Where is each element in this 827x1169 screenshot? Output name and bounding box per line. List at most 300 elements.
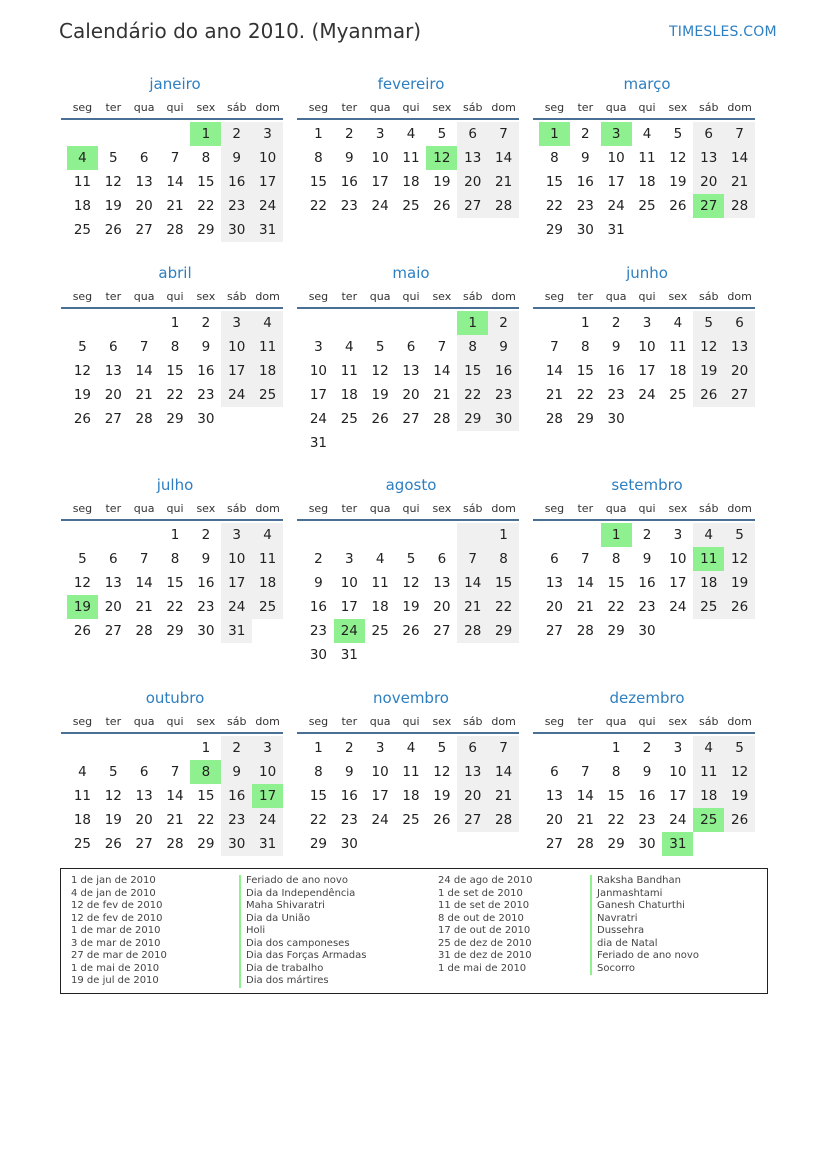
day-cell: 28 (576, 623, 594, 639)
day-cell: 29 (607, 623, 625, 639)
weekday-header (533, 96, 755, 120)
day-cell: 30 (221, 832, 252, 856)
day-cell: 21 (457, 595, 488, 619)
empty-cell (303, 311, 334, 335)
day-grid (61, 309, 283, 431)
day-cell: 27 (104, 411, 122, 427)
day-cell: 28 (433, 411, 451, 427)
day-cell: 30 (221, 218, 252, 242)
day-grid (297, 521, 519, 667)
day-cell: 29 (576, 411, 594, 427)
day-cell: 12 (724, 547, 755, 571)
day-cell: 2 (580, 126, 590, 142)
day-cell: 27 (457, 808, 488, 832)
day-cell: 18 (693, 571, 724, 595)
weekday-label: qua (369, 501, 391, 515)
day-cell: 2 (642, 527, 652, 543)
day-cell: 22 (166, 599, 184, 615)
weekday-label: qui (402, 714, 420, 728)
day-cell: 25 (693, 595, 724, 619)
day-cell: 6 (457, 736, 488, 760)
week-row (67, 122, 283, 146)
day-cell: 6 (108, 339, 118, 355)
empty-cell (365, 643, 396, 667)
day-cell: 16 (197, 363, 215, 379)
day-cell: 7 (488, 736, 519, 760)
day-cell: 24 (252, 808, 283, 832)
weekday-label: qua (605, 100, 627, 114)
day-cell: 5 (108, 764, 118, 780)
day-cell: 23 (638, 812, 656, 828)
week-row (67, 832, 283, 856)
weekday-label: sáb (698, 501, 719, 515)
weekday-header (61, 285, 283, 309)
day-cell: 16 (309, 599, 328, 615)
day-cell: 5 (108, 150, 118, 166)
day-cell: 27 (135, 222, 153, 238)
empty-cell (365, 523, 396, 547)
weekday-label: dom (491, 100, 516, 114)
day-cell: 3 (221, 523, 252, 547)
day-cell: 15 (607, 788, 625, 804)
day-cell: 21 (166, 812, 184, 828)
day-cell: 13 (135, 788, 153, 804)
day-cell: 11 (638, 150, 656, 166)
weekday-label: qui (402, 501, 420, 515)
weekday-label: dom (491, 714, 516, 728)
weekday-label: dom (727, 501, 752, 515)
weekday-label: ter (341, 289, 358, 303)
day-cell: 3 (221, 311, 252, 335)
day-cell: 22 (545, 198, 564, 214)
empty-cell (396, 311, 427, 335)
day-cell: 12 (426, 146, 457, 170)
day-cell: 27 (433, 623, 451, 639)
day-cell: 21 (166, 198, 184, 214)
empty-cell (334, 311, 365, 335)
weekday-label: ter (105, 100, 122, 114)
day-cell: 2 (344, 740, 354, 756)
day-cell: 30 (197, 623, 215, 639)
legend-right-names (590, 875, 699, 975)
week-row (67, 784, 283, 808)
day-cell: 20 (693, 170, 724, 194)
day-cell: 16 (638, 575, 656, 591)
weekday-label: seg (544, 714, 565, 728)
day-cell: 27 (545, 836, 564, 852)
day-cell: 5 (437, 740, 447, 756)
empty-cell (396, 431, 427, 455)
legend-date: 1 de mai de 2010 (438, 962, 527, 974)
day-cell: 31 (662, 832, 693, 856)
empty-cell (693, 407, 724, 431)
empty-cell (724, 218, 755, 242)
weekday-label: sex (432, 714, 452, 728)
weekday-label: sáb (698, 714, 719, 728)
weekday-header (297, 710, 519, 734)
day-cell: 19 (104, 812, 122, 828)
day-cell: 3 (344, 551, 354, 567)
day-cell: 14 (457, 571, 488, 595)
day-cell: 13 (104, 363, 122, 379)
week-row (539, 407, 755, 431)
day-cell: 1 (201, 740, 211, 756)
day-cell: 24 (669, 812, 687, 828)
empty-cell (488, 431, 519, 455)
day-cell: 23 (638, 599, 656, 615)
weekday-label: qui (638, 289, 656, 303)
day-cell: 16 (638, 788, 656, 804)
day-cell: 22 (607, 812, 625, 828)
day-cell: 9 (580, 150, 590, 166)
day-cell: 1 (170, 527, 180, 543)
day-cell: 4 (693, 736, 724, 760)
empty-cell (67, 311, 98, 335)
week-row (303, 383, 519, 407)
day-cell: 9 (488, 335, 519, 359)
day-cell: 16 (576, 174, 594, 190)
weekday-label: sáb (462, 714, 483, 728)
empty-cell (488, 643, 519, 667)
day-cell: 11 (693, 547, 724, 571)
weekday-label: seg (72, 289, 93, 303)
day-cell: 14 (545, 363, 564, 379)
legend-date: 25 de dez de 2010 (438, 937, 532, 949)
day-cell: 9 (314, 575, 323, 591)
weekday-label: qua (369, 714, 391, 728)
day-cell: 22 (309, 198, 328, 214)
day-cell: 12 (104, 788, 122, 804)
day-cell: 5 (78, 339, 87, 355)
day-cell: 22 (488, 595, 519, 619)
day-cell: 22 (166, 387, 184, 403)
month-2 (533, 72, 755, 242)
day-cell: 29 (166, 411, 184, 427)
day-cell: 4 (693, 523, 724, 547)
day-cell: 23 (197, 387, 215, 403)
day-cell: 22 (197, 198, 215, 214)
day-cell: 20 (135, 198, 153, 214)
day-cell: 2 (611, 315, 621, 331)
day-cell: 2 (221, 122, 252, 146)
day-cell: 10 (252, 146, 283, 170)
day-cell: 26 (371, 411, 389, 427)
day-cell: 13 (104, 575, 122, 591)
day-cell: 11 (693, 760, 724, 784)
empty-cell (426, 311, 457, 335)
empty-cell (67, 122, 98, 146)
day-cell: 3 (673, 527, 683, 543)
day-cell: 11 (402, 764, 420, 780)
weekday-label: qui (402, 100, 420, 114)
day-cell: 26 (104, 222, 122, 238)
day-cell: 11 (73, 174, 92, 190)
day-cell: 27 (135, 836, 153, 852)
day-cell: 28 (576, 836, 594, 852)
day-cell: 1 (314, 126, 323, 142)
day-cell: 29 (197, 222, 215, 238)
empty-cell (693, 218, 724, 242)
day-cell: 17 (221, 571, 252, 595)
day-cell: 17 (669, 788, 687, 804)
week-row (539, 547, 755, 571)
weekday-label: qua (133, 714, 155, 728)
day-cell: 10 (221, 335, 252, 359)
empty-cell (129, 523, 160, 547)
day-cell: 18 (669, 363, 687, 379)
month-name: março (623, 75, 671, 93)
day-cell: 1 (488, 523, 519, 547)
week-row (303, 311, 519, 335)
day-cell: 18 (252, 359, 283, 383)
day-cell: 8 (170, 339, 180, 355)
week-row (539, 218, 755, 242)
day-cell: 13 (135, 174, 153, 190)
day-cell: 28 (457, 619, 488, 643)
weekday-label: sáb (462, 501, 483, 515)
day-cell: 9 (344, 150, 354, 166)
day-cell: 19 (724, 571, 755, 595)
weekday-label: sáb (462, 289, 483, 303)
day-cell: 7 (170, 150, 180, 166)
day-cell: 9 (344, 764, 354, 780)
weekday-header (61, 96, 283, 120)
day-cell: 14 (576, 575, 594, 591)
day-grid (297, 120, 519, 218)
weekday-label: sex (196, 100, 216, 114)
day-grid (61, 120, 283, 242)
week-row (303, 619, 519, 643)
day-cell: 5 (375, 339, 385, 355)
weekday-label: seg (544, 289, 565, 303)
empty-cell (426, 643, 457, 667)
day-cell: 24 (252, 194, 283, 218)
empty-cell (334, 523, 365, 547)
weekday-label: ter (577, 714, 594, 728)
day-cell: 4 (642, 126, 652, 142)
weekday-label: seg (544, 100, 565, 114)
day-cell: 20 (457, 170, 488, 194)
weekday-label: qua (369, 100, 391, 114)
weekday-label: qua (605, 714, 627, 728)
day-cell: 21 (433, 387, 451, 403)
day-cell: 7 (437, 339, 447, 355)
empty-cell (365, 311, 396, 335)
legend-date: 12 de fev de 2010 (71, 912, 163, 924)
day-cell: 3 (252, 736, 283, 760)
legend-holiday-name: Dussehra (590, 925, 699, 938)
weekday-label: qua (605, 289, 627, 303)
week-row (303, 170, 519, 194)
weekday-label: ter (341, 100, 358, 114)
empty-cell (67, 523, 98, 547)
day-cell: 11 (252, 335, 283, 359)
day-cell: 19 (433, 788, 451, 804)
day-grid (533, 521, 755, 643)
empty-cell (662, 218, 693, 242)
day-cell: 31 (252, 218, 283, 242)
empty-cell (221, 407, 252, 431)
day-cell: 12 (433, 764, 451, 780)
day-cell: 6 (108, 551, 118, 567)
day-cell: 8 (314, 764, 323, 780)
weekday-header (61, 710, 283, 734)
day-cell: 20 (104, 387, 122, 403)
weekday-label: dom (491, 501, 516, 515)
empty-cell (570, 523, 601, 547)
day-cell: 30 (488, 407, 519, 431)
week-row (303, 194, 519, 218)
week-row (67, 218, 283, 242)
day-cell: 27 (402, 411, 420, 427)
week-row (303, 760, 519, 784)
legend-date: 1 de set de 2010 (438, 887, 523, 899)
day-cell: 26 (724, 808, 755, 832)
empty-cell (632, 218, 663, 242)
legend-date: 11 de set de 2010 (438, 900, 530, 911)
day-cell: 20 (724, 359, 755, 383)
week-row (539, 523, 755, 547)
day-cell: 27 (693, 194, 724, 218)
day-cell: 24 (334, 619, 365, 643)
month-10 (297, 686, 519, 856)
month-7 (297, 473, 519, 667)
empty-cell (724, 832, 755, 856)
empty-cell (98, 523, 129, 547)
day-cell: 19 (73, 387, 92, 403)
day-cell: 20 (402, 387, 420, 403)
week-row (539, 122, 755, 146)
day-cell: 26 (669, 198, 687, 214)
day-cell: 6 (457, 122, 488, 146)
day-cell: 30 (576, 222, 594, 238)
day-cell: 29 (309, 836, 328, 852)
day-cell: 2 (642, 740, 652, 756)
day-cell: 22 (309, 812, 328, 828)
weekday-header (297, 96, 519, 120)
day-cell: 12 (73, 363, 92, 379)
legend-holiday-name: Dia da Independência (239, 888, 366, 901)
day-cell: 21 (724, 170, 755, 194)
week-row (539, 808, 755, 832)
day-cell: 16 (221, 170, 252, 194)
empty-cell (457, 643, 488, 667)
empty-cell (724, 407, 755, 431)
day-cell: 31 (221, 619, 252, 643)
day-cell: 31 (607, 222, 625, 238)
day-cell: 5 (406, 551, 416, 567)
day-cell: 24 (221, 383, 252, 407)
day-cell: 29 (197, 836, 215, 852)
day-cell: 26 (73, 411, 92, 427)
day-cell: 1 (539, 122, 570, 146)
week-row (539, 760, 755, 784)
week-row (539, 383, 755, 407)
legend-date: 31 de dez de 2010 (438, 950, 532, 961)
legend-holiday-name: Dia da União (239, 913, 366, 926)
legend-holiday-name: Raksha Bandhan (590, 875, 699, 888)
month-name: agosto (385, 476, 437, 494)
empty-cell (632, 407, 663, 431)
day-cell: 11 (340, 363, 358, 379)
day-cell: 6 (406, 339, 416, 355)
weekday-label: qua (133, 100, 155, 114)
week-row (67, 146, 283, 170)
day-cell: 10 (252, 760, 283, 784)
weekday-label: sex (668, 100, 688, 114)
day-cell: 7 (139, 339, 149, 355)
day-cell: 25 (252, 595, 283, 619)
empty-cell (365, 431, 396, 455)
day-cell: 29 (166, 623, 184, 639)
weekday-label: dom (255, 289, 280, 303)
day-cell: 13 (457, 146, 488, 170)
weekday-label: dom (255, 714, 280, 728)
day-cell: 7 (580, 764, 590, 780)
day-cell: 4 (344, 339, 354, 355)
day-cell: 5 (437, 126, 447, 142)
week-row (303, 832, 519, 856)
legend-left-dates (71, 875, 167, 988)
day-cell: 3 (601, 122, 632, 146)
day-cell: 30 (607, 411, 625, 427)
week-row (539, 832, 755, 856)
month-name: julho (156, 476, 194, 494)
week-row (303, 335, 519, 359)
day-cell: 6 (139, 150, 149, 166)
empty-cell (396, 523, 427, 547)
day-cell: 31 (340, 647, 358, 663)
day-cell: 15 (197, 174, 215, 190)
legend-holiday-name: Socorro (590, 963, 699, 976)
day-cell: 14 (576, 788, 594, 804)
weekday-label: dom (727, 100, 752, 114)
legend-left-names (239, 875, 366, 988)
day-cell: 7 (580, 551, 590, 567)
day-cell: 18 (402, 788, 420, 804)
weekday-label: dom (491, 289, 516, 303)
day-cell: 17 (638, 363, 656, 379)
day-cell: 28 (488, 194, 519, 218)
day-cell: 14 (488, 760, 519, 784)
day-cell: 27 (104, 623, 122, 639)
weekday-label: seg (308, 714, 329, 728)
weekday-label: sáb (226, 100, 247, 114)
day-cell: 12 (402, 575, 420, 591)
day-cell: 19 (669, 174, 687, 190)
empty-cell (98, 122, 129, 146)
weekday-header (297, 497, 519, 521)
day-grid (297, 309, 519, 455)
day-cell: 16 (607, 363, 625, 379)
day-cell: 14 (135, 575, 153, 591)
day-cell: 20 (104, 599, 122, 615)
weekday-header (533, 710, 755, 734)
day-cell: 2 (488, 311, 519, 335)
empty-cell (693, 832, 724, 856)
brand-link[interactable]: TIMESLES.COM (669, 24, 777, 40)
weekday-header (297, 285, 519, 309)
day-cell: 11 (371, 575, 389, 591)
empty-cell (539, 311, 570, 335)
day-cell: 23 (309, 623, 328, 639)
day-cell: 18 (402, 174, 420, 190)
weekday-label: qua (133, 501, 155, 515)
day-cell: 21 (488, 170, 519, 194)
day-cell: 28 (166, 836, 184, 852)
day-cell: 23 (221, 808, 252, 832)
day-cell: 3 (375, 126, 385, 142)
